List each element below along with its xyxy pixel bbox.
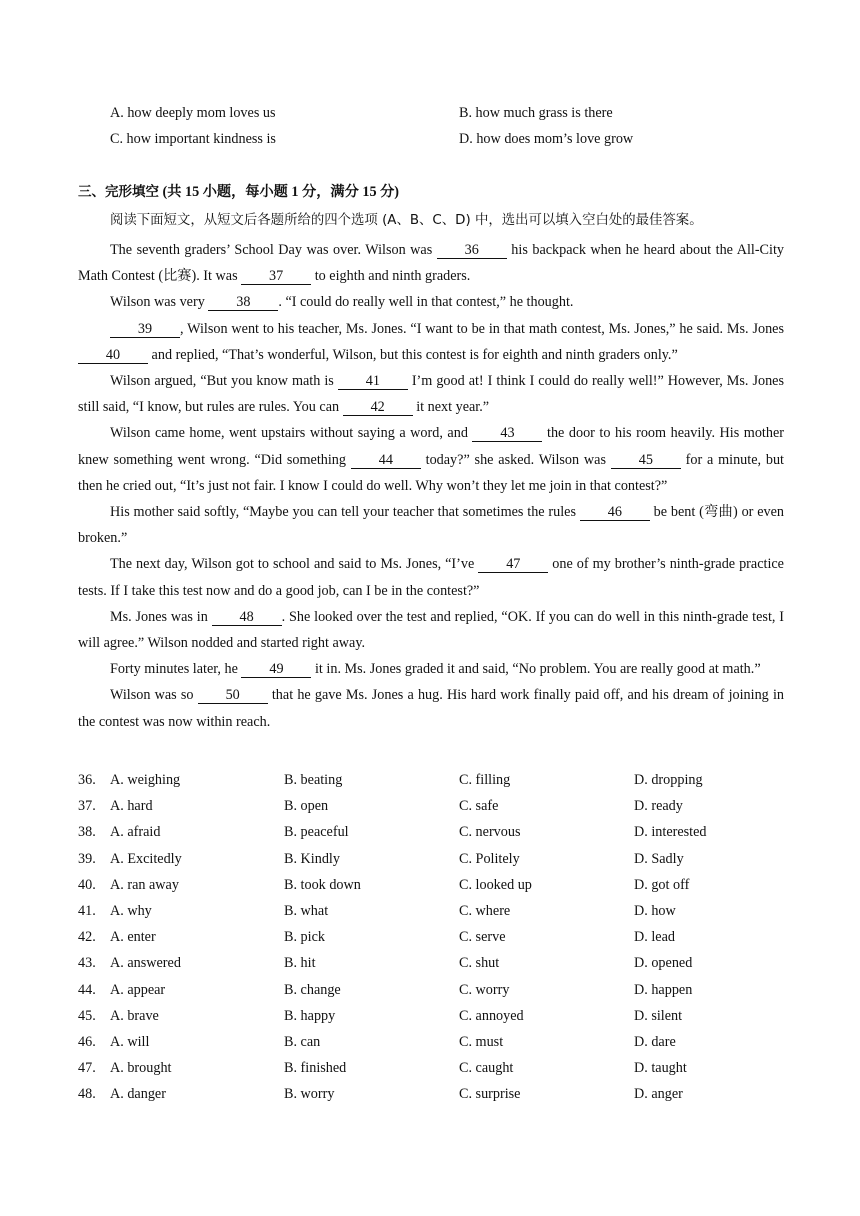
option-a: A. appear <box>110 981 166 998</box>
section-title-cn: 三、完形填空 <box>78 184 159 200</box>
blank-41: 41 <box>338 373 408 390</box>
option-d: D. lead <box>634 929 675 946</box>
option-b: B. how much grass is there <box>459 105 613 121</box>
option-c: C. must <box>459 1033 504 1050</box>
question-number: 36. <box>78 772 96 788</box>
question-row <box>78 1006 784 1032</box>
question-row <box>78 1032 784 1058</box>
question-number: 45. <box>78 1007 96 1024</box>
option-c: C. safe <box>459 798 499 815</box>
prev-option-row <box>110 103 784 123</box>
option-a: A. afraid <box>110 824 161 841</box>
option-a: A. brave <box>110 1007 159 1024</box>
option-d: D. opened <box>634 955 693 972</box>
option-d: D. dare <box>634 1033 676 1050</box>
paragraph: The seventh graders’ School Day was over. Wilson was 36 his backpack when he heard about the All-City Math Contest (比赛). It was 37 to eighth and ninth graders. <box>78 242 784 285</box>
option-c: C. worry <box>459 981 510 998</box>
blank-45: 45 <box>611 452 681 469</box>
option-a: A. weighing <box>110 772 181 788</box>
option-a: A. enter <box>110 929 156 946</box>
paragraph: Forty minutes later, he 49 it in. Ms. Jones graded it and said, “No problem. You are really good at math.” <box>110 661 761 678</box>
question-row <box>78 980 784 1006</box>
question-row <box>78 953 784 979</box>
question-number: 46. <box>78 1033 96 1050</box>
option-c: C. shut <box>459 955 500 972</box>
paragraph: The next day, Wilson got to school and said to Ms. Jones, “I’ve 47 one of my brother’s ninth-grade practice tests. If I take this test now and do a good job, can I be in the contest?” <box>78 556 784 599</box>
question-number: 41. <box>78 902 96 919</box>
paragraph: Wilson came home, went upstairs without saying a word, and 43 the door to his room heavily. His mother knew something went wrong. “Did something 44 today?” she asked. Wilson was 45 for a minute, but then he cried out, “It’s just not fair. I know I could do well. Why won’t they let me join in that contest?” <box>78 425 784 494</box>
option-c: C. serve <box>459 929 506 946</box>
option-a: A. danger <box>110 1086 166 1103</box>
option-d: D. how does mom’s love grow <box>459 131 634 147</box>
option-b: B. worry <box>284 1086 335 1103</box>
option-a: A. why <box>110 902 152 919</box>
blank-47: 47 <box>478 556 548 573</box>
option-d: D. taught <box>634 1060 687 1077</box>
option-d: D. how <box>634 902 676 919</box>
blank-46: 46 <box>580 504 650 521</box>
option-c: C. where <box>459 902 511 919</box>
blank-44: 44 <box>351 452 421 469</box>
question-row <box>78 849 784 875</box>
option-c: C. looked up <box>459 876 532 893</box>
blank-48: 48 <box>212 609 282 626</box>
question-number: 38. <box>78 824 96 841</box>
paragraph: Wilson was very 38 . “I could do really well in that contest,” he thought. <box>110 294 574 311</box>
option-b: B. what <box>284 902 329 919</box>
blank-40: 40 <box>78 347 148 364</box>
option-c: C. caught <box>459 1060 514 1077</box>
question-row <box>78 875 784 901</box>
paragraph: Wilson argued, “But you know math is 41 I’m good at! I think I could do really well!” However, Ms. Jones still said, “I know, but rules are rules. You can 42 it next year.” <box>78 373 784 416</box>
option-b: B. Kindly <box>284 850 340 867</box>
option-a: A. answered <box>110 955 181 972</box>
blank-50: 50 <box>198 687 268 704</box>
option-a: A. Excitedly <box>110 850 182 867</box>
option-b: B. finished <box>284 1060 347 1077</box>
option-c: C. how important kindness is <box>110 131 276 147</box>
blank-38: 38 <box>208 294 278 311</box>
question-number: 47. <box>78 1060 96 1077</box>
section-title <box>78 182 399 202</box>
option-b: B. hit <box>284 955 316 972</box>
option-b: B. pick <box>284 929 325 946</box>
question-number: 37. <box>78 798 96 815</box>
option-c: C. nervous <box>459 824 521 841</box>
option-d: D. dropping <box>634 772 703 788</box>
option-d: D. ready <box>634 798 683 815</box>
paragraph: 39 , Wilson went to his teacher, Ms. Jones. “I want to be in that math contest, Ms. Jones,” he said. Ms. Jones 40 and replied, “That’s wonderful, Wilson, but this contest is for eighth and ninth graders only.” <box>78 316 784 368</box>
option-d: D. happen <box>634 981 693 998</box>
question-number: 48. <box>78 1086 96 1103</box>
option-b: B. happy <box>284 1007 336 1024</box>
blank-42: 42 <box>343 399 413 416</box>
question-number: 44. <box>78 981 96 998</box>
blank-36: 36 <box>437 242 507 259</box>
option-b: B. peaceful <box>284 824 349 841</box>
paragraph: His mother said softly, “Maybe you can tell your teacher that sometimes the rules 46 be bent (弯曲) or even broken.” <box>78 504 784 547</box>
question-number: 42. <box>78 929 96 946</box>
option-d: D. got off <box>634 876 690 893</box>
option-b: B. took down <box>284 876 361 893</box>
paragraph: Wilson was so 50 that he gave Ms. Jones a hug. His hard work finally paid off, and his dream of joining in the contest was now within reach. <box>78 687 784 730</box>
option-b: B. open <box>284 798 329 815</box>
question-number: 39. <box>78 850 96 867</box>
question-number: 40. <box>78 876 96 893</box>
section-directions: 阅读下面短文，从短文后各题所给的四个选项 (A、B、C、D) 中，选出可以填入空白处的最佳答案。 <box>110 213 703 228</box>
question-row <box>78 1084 784 1110</box>
option-c: C. filling <box>459 772 511 788</box>
blank-49: 49 <box>241 661 311 678</box>
question-row <box>78 822 784 848</box>
question-row <box>78 770 784 796</box>
blank-43: 43 <box>472 425 542 442</box>
option-a: A. brought <box>110 1060 172 1077</box>
option-d: D. anger <box>634 1086 683 1103</box>
blank-37: 37 <box>241 268 311 285</box>
prev-option-row <box>110 129 784 149</box>
option-d: D. silent <box>634 1007 683 1024</box>
paragraph: Ms. Jones was in 48 . She looked over the test and replied, “OK. If you can do well in this ninth-grade test, I will agree.” Wilson nodded and started right away. <box>78 608 784 652</box>
cloze-passage <box>78 237 784 735</box>
option-b: B. can <box>284 1033 321 1050</box>
option-a: A. hard <box>110 798 153 815</box>
question-number: 43. <box>78 955 96 972</box>
question-list <box>78 770 784 1110</box>
section-title-info: (共 15 小题，每小题 1 分，满分 15 分) <box>159 184 399 200</box>
option-a: A. how deeply mom loves us <box>110 105 276 121</box>
option-c: C. Politely <box>459 850 520 867</box>
question-row <box>78 901 784 927</box>
option-d: D. interested <box>634 824 707 841</box>
option-c: C. surprise <box>459 1086 521 1103</box>
option-a: A. will <box>110 1033 150 1050</box>
option-b: B. change <box>284 981 341 998</box>
option-b: B. beating <box>284 772 343 788</box>
option-d: D. Sadly <box>634 850 684 867</box>
question-row <box>78 927 784 953</box>
question-row <box>78 1058 784 1084</box>
question-row <box>78 796 784 822</box>
blank-39: 39 <box>110 321 180 338</box>
option-a: A. ran away <box>110 876 179 893</box>
option-c: C. annoyed <box>459 1007 524 1024</box>
